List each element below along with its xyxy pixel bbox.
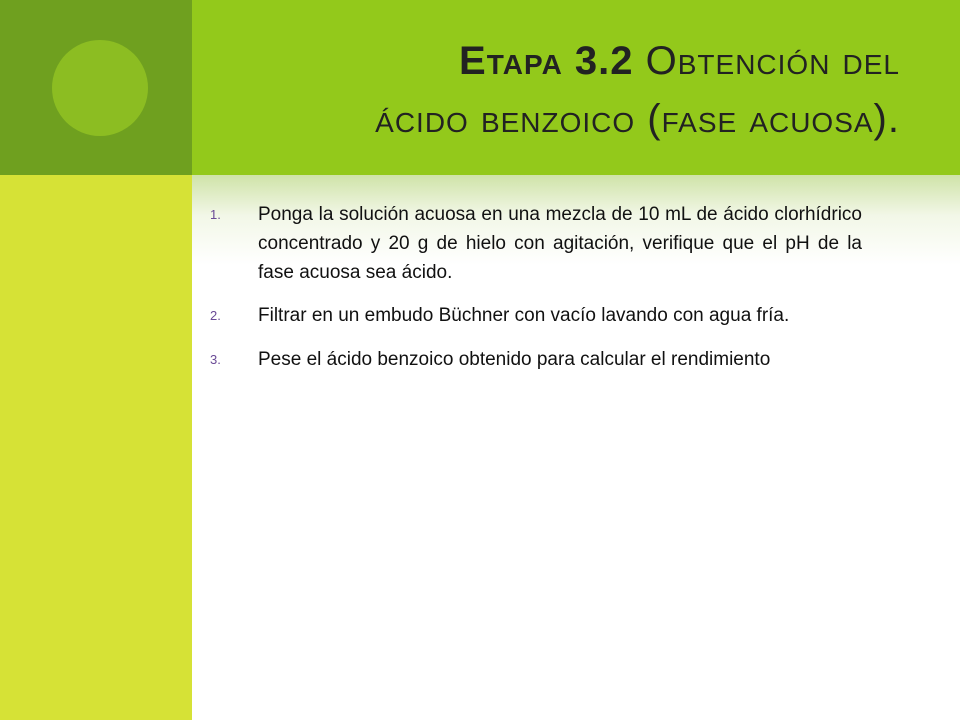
decorative-circle — [52, 40, 148, 136]
list-item-number: 1. — [210, 207, 221, 222]
list-item — [210, 345, 862, 375]
list-item-text: Ponga la solución acuosa en una mezcla de 10 mL de ácido clorhídrico concentrado y 20 g de hielo con agitación, verifique que el pH de la fase acuosa sea ácido. — [258, 204, 862, 283]
slide-title-lead: Etapa 3.2 — [459, 39, 634, 83]
list-item-text: Filtrar en un embudo Büchner con vacío lavando con agua fría. — [258, 305, 790, 326]
slide-title — [200, 32, 900, 148]
list-item — [210, 200, 862, 287]
list-item-number: 3. — [210, 352, 221, 367]
left-side-band — [0, 175, 192, 720]
slide-title-line1-rest: Obtención del — [633, 39, 900, 83]
list-item-text: Pese el ácido benzoico obtenido para calcular el rendimiento — [258, 349, 771, 370]
procedure-list — [210, 200, 862, 389]
list-item — [210, 301, 862, 331]
list-item-number: 2. — [210, 308, 221, 323]
slide-title-line2: ácido benzoico (fase acuosa). — [375, 97, 900, 141]
